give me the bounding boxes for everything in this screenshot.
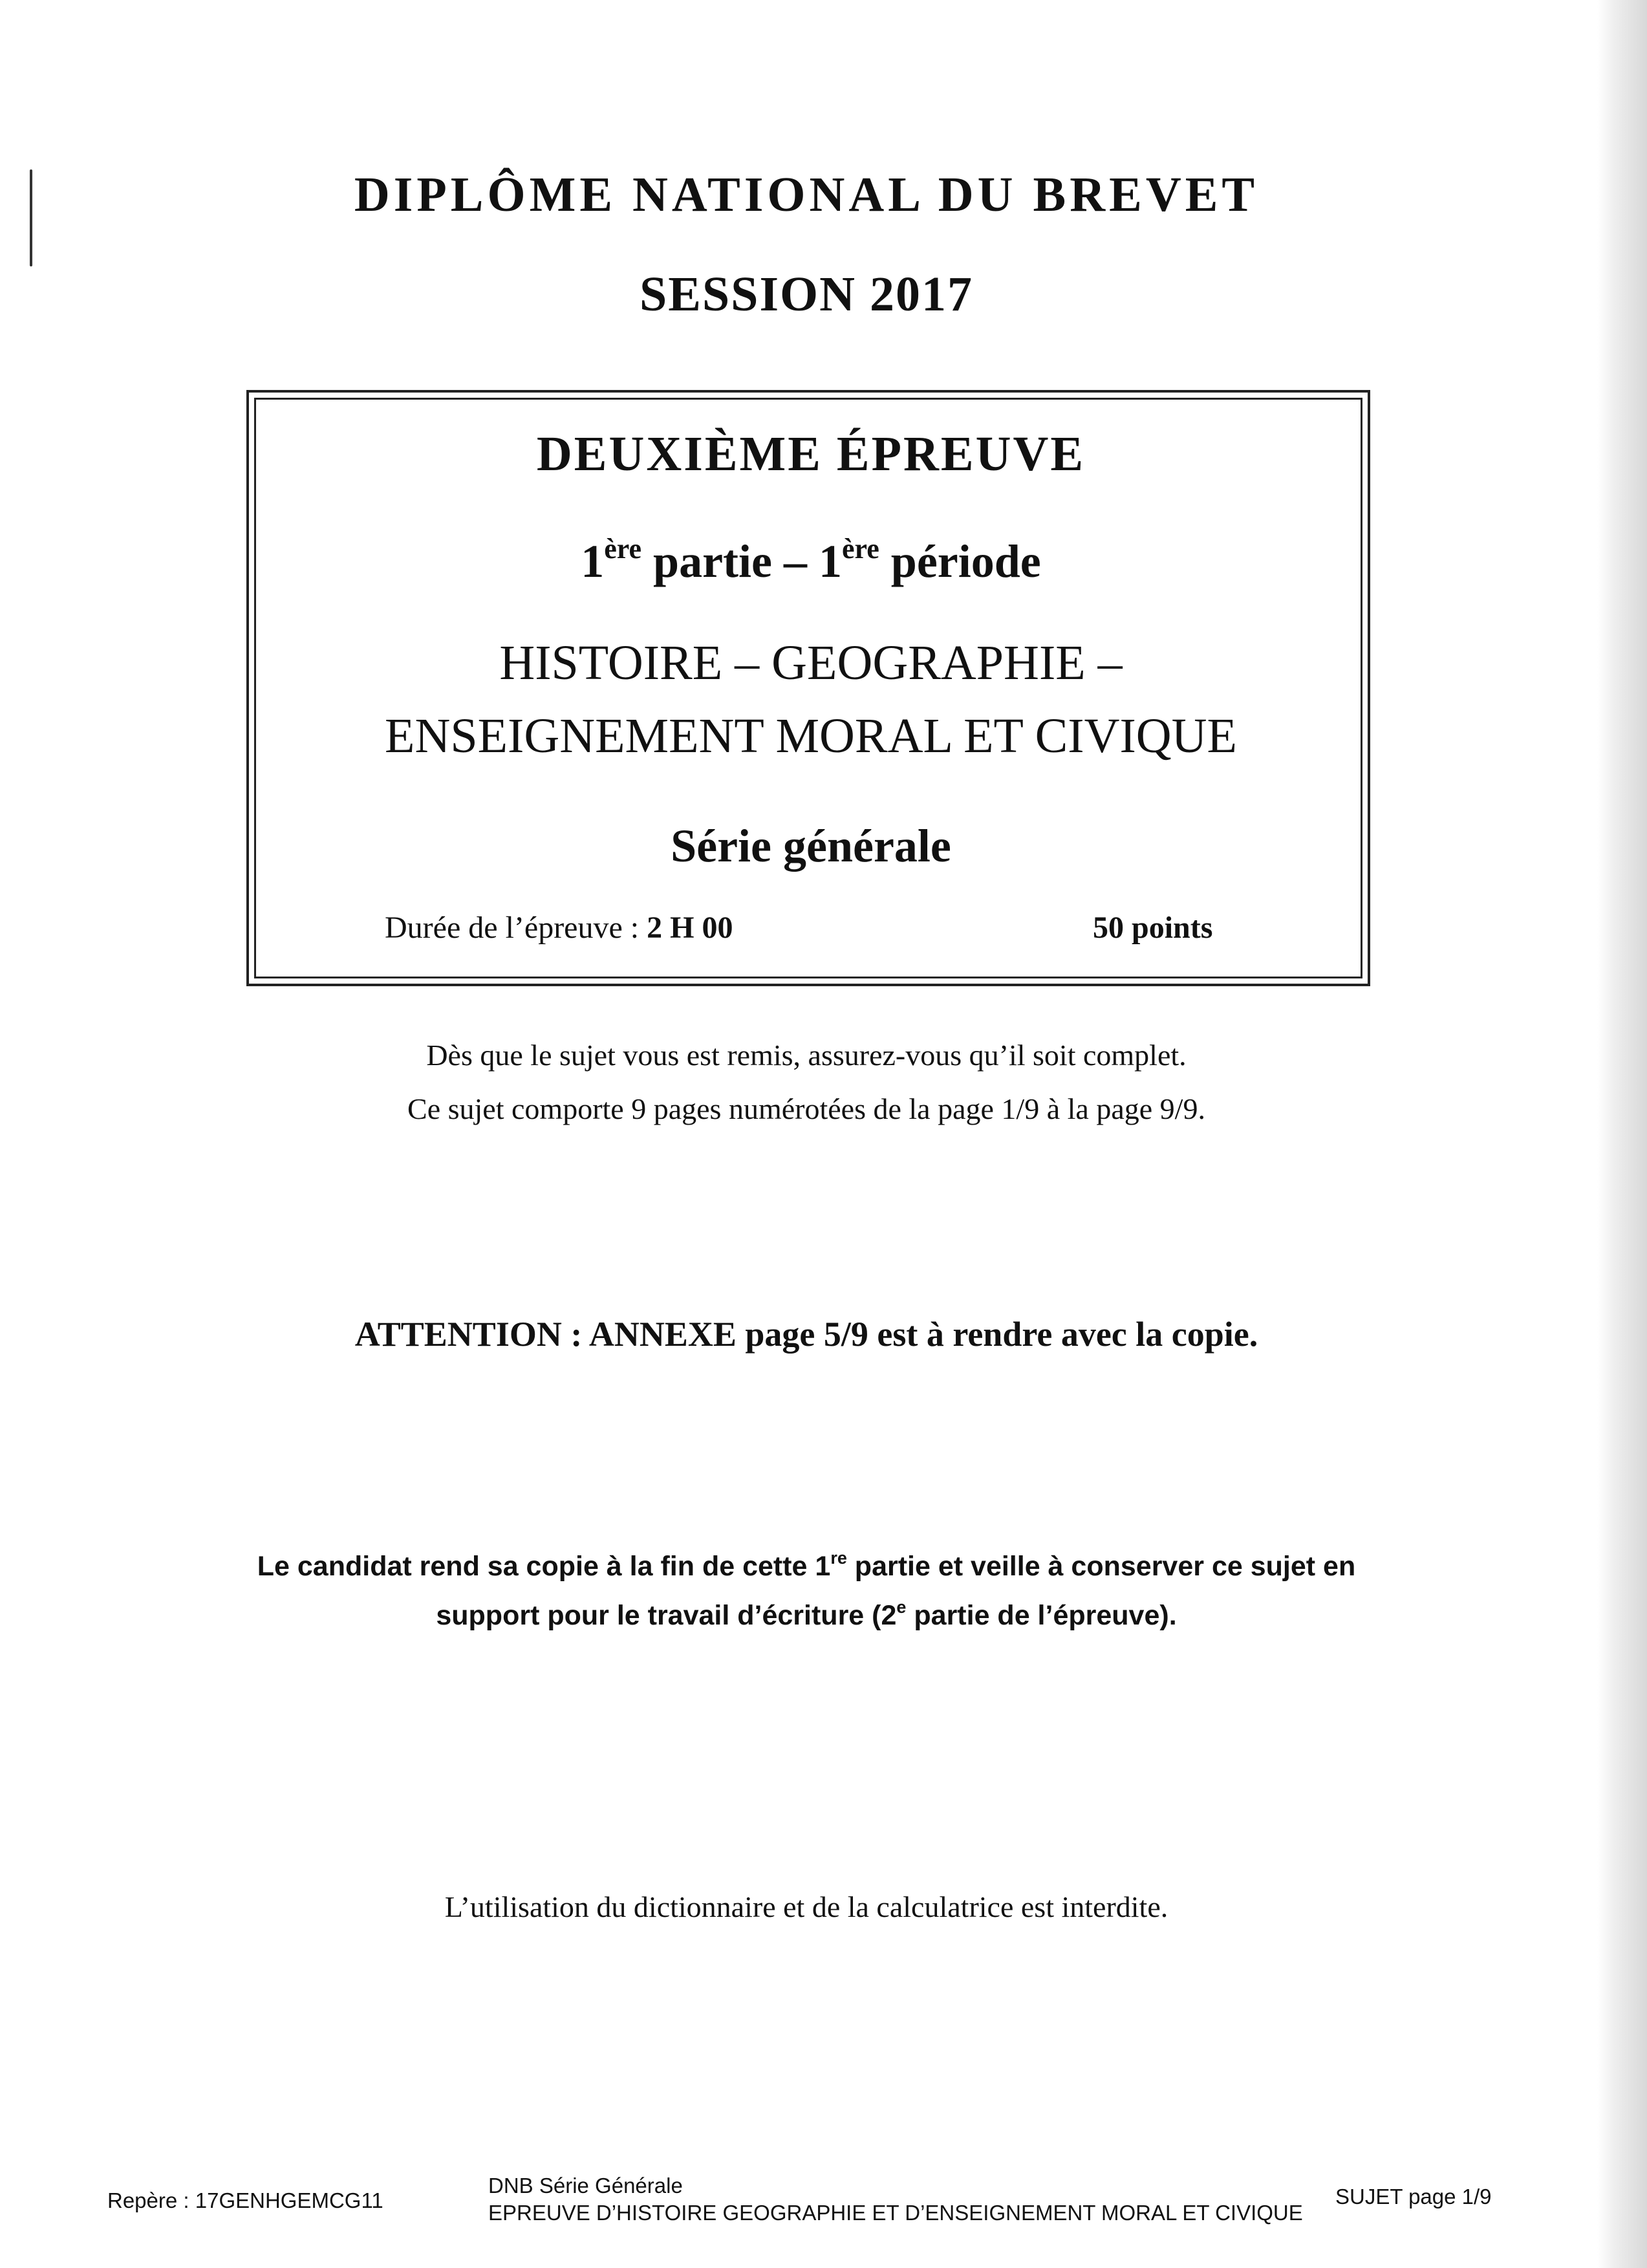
partie-end: période [879,535,1041,587]
exam-session: SESSION 2017 [639,267,974,321]
footer-serie: DNB Série Générale [488,2174,683,2198]
points-value: 50 points [1093,911,1213,945]
duree-label: Durée de l’épreuve : [385,911,647,945]
scan-page-edge [1597,0,1647,2268]
instruction-pages: Ce sujet comporte 9 pages numérotées de la page 1/9 à la page 9/9. [407,1092,1205,1125]
candidat-notice-line-1 [0,1548,1613,1582]
partie-sup-2: ère [841,533,879,565]
candidat-notice-line-2 [0,1597,1613,1632]
discipline-line-1: HISTOIRE – GEOGRAPHIE – [499,636,1123,690]
serie-heading: Série générale [671,820,951,872]
partie-num-1: 1 [581,535,605,587]
duree-row [385,910,733,945]
exam-title: DIPLÔME NATIONAL DU BREVET [354,167,1259,222]
candidat-line1-start: Le candidat rend sa copie à la fin de cette 1 [257,1551,831,1582]
partie-sup-1: ère [604,533,642,565]
footer-repere: Repère : 17GENHGEMCG11 [107,2188,383,2212]
candidat-line2-sup: e [896,1597,907,1617]
footer-page-number: SUJET page 1/9 [1335,2185,1492,2209]
candidat-line2-end: partie de l’épreuve). [906,1600,1177,1631]
candidat-line1-end: partie et veille à conserver ce sujet en [846,1551,1356,1582]
candidat-line2-start: support pour le travail d’écriture (2 [436,1600,897,1631]
epreuve-heading: DEUXIÈME ÉPREUVE [536,427,1086,481]
duree-value: 2 H 00 [647,911,733,945]
footer-epreuve: EPREUVE D’HISTOIRE GEOGRAPHIE ET D’ENSEIGNEMENT MORAL ET CIVIQUE [488,2201,1303,2225]
partie-heading [249,535,1373,589]
attention-annexe-notice: ATTENTION : ANNEXE page 5/9 est à rendre avec la copie. [354,1315,1258,1354]
discipline-line-2: ENSEIGNEMENT MORAL ET CIVIQUE [385,709,1237,763]
exam-info-frame [246,390,1370,986]
interdiction-notice: L’utilisation du dictionnaire et de la calculatrice est interdite. [444,1890,1168,1923]
candidat-line1-sup: re [830,1548,847,1568]
partie-middle: partie – 1 [641,535,842,587]
instruction-complet: Dès que le sujet vous est remis, assurez-vous qu’il soit complet. [426,1039,1187,1072]
